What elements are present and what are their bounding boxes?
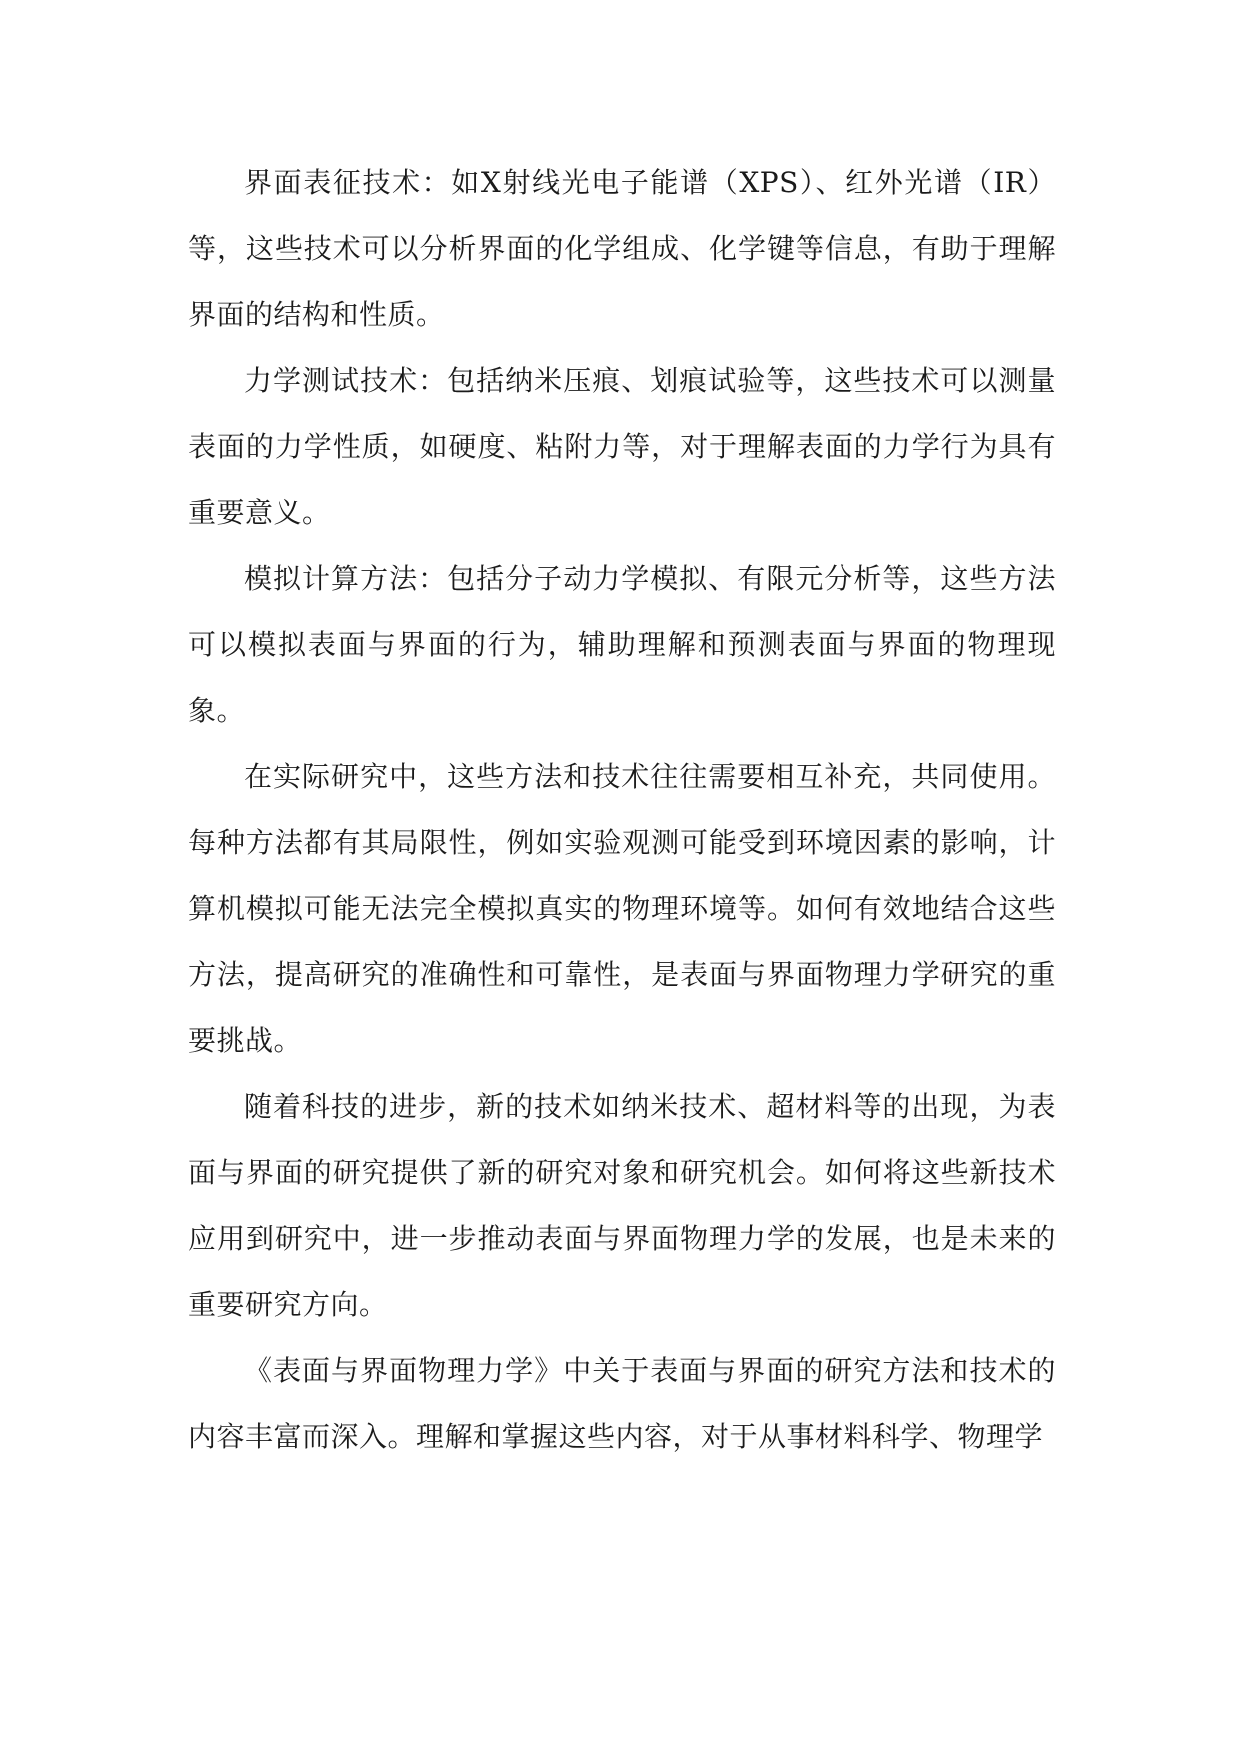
paragraph-interface-characterization: 界面表征技术：如X射线光电子能谱（XPS）、红外光谱（IR）等，这些技术可以分析界面的化学组成、化学键等信息，有助于理解界面的结构和性质。	[188, 166, 1056, 331]
paragraph-mechanical-testing: 力学测试技术：包括纳米压痕、划痕试验等，这些技术可以测量表面的力学性质，如硬度、粘附力等，对于理解表面的力学行为具有重要意义。	[188, 364, 1056, 529]
document-body	[188, 150, 1056, 1470]
paragraph-simulation-methods: 模拟计算方法：包括分子动力学模拟、有限元分析等，这些方法可以模拟表面与界面的行为，辅助理解和预测表面与界面的物理现象。	[188, 562, 1056, 727]
paragraph-conclusion: 《表面与界面物理力学》中关于表面与界面的研究方法和技术的内容丰富而深入。理解和掌握这些内容，对于从事材料科学、物理学	[188, 1354, 1056, 1453]
paragraph-new-technologies: 随着科技的进步，新的技术如纳米技术、超材料等的出现，为表面与界面的研究提供了新的研究对象和研究机会。如何将这些新技术应用到研究中，进一步推动表面与界面物理力学的发展，也是未来的重要研究方向。	[188, 1090, 1056, 1321]
paragraph-combined-use: 在实际研究中，这些方法和技术往往需要相互补充，共同使用。每种方法都有其局限性，例如实验观测可能受到环境因素的影响，计算机模拟可能无法完全模拟真实的物理环境等。如何有效地结合这些方法，提高研究的准确性和可靠性，是表面与界面物理力学研究的重要挑战。	[188, 760, 1056, 1057]
